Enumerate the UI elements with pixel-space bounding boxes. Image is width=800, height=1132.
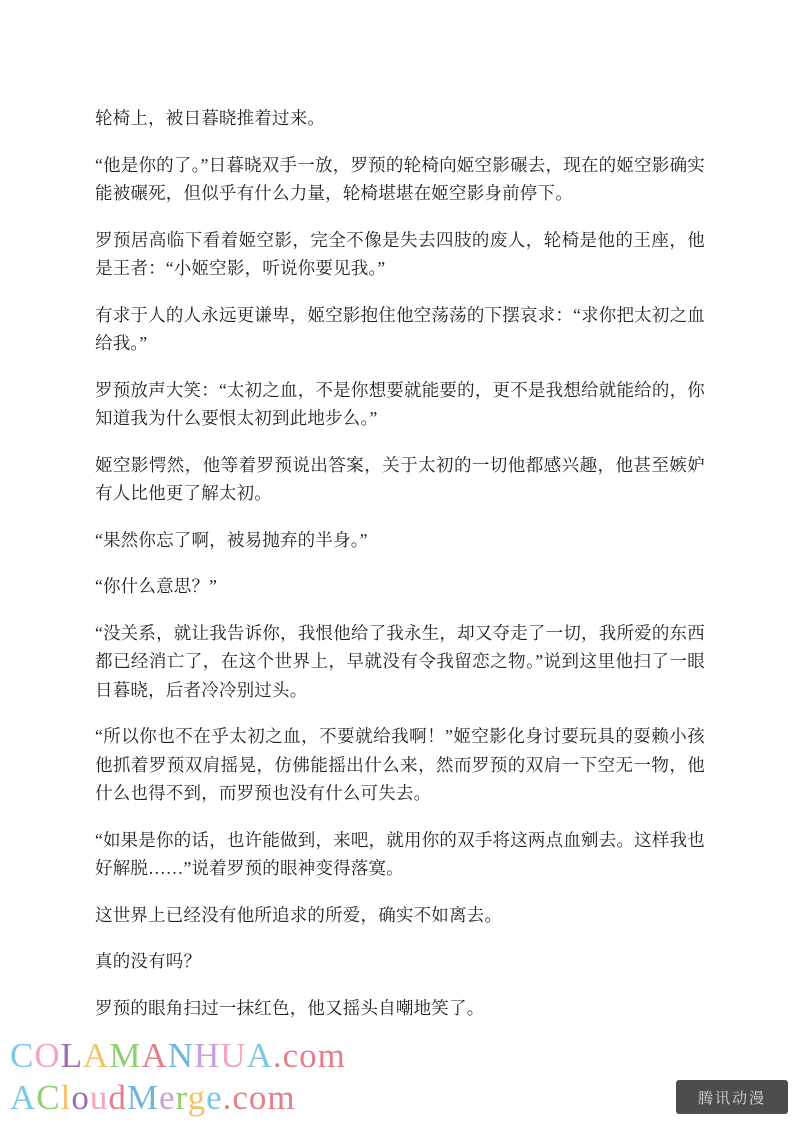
paragraph: 罗预的眼角扫过一抹红色，他又摇头自嘲地笑了。: [95, 997, 485, 1018]
paragraph: 这世界上已经没有他所追求的所爱，确实不如离去。: [95, 904, 503, 925]
site-watermark: [10, 1035, 346, 1118]
paragraph: “他是你的了。”日暮晓双手一放，罗预的轮椅向姬空影碾去，现在的姬空影确实能被碾死，但似乎有什么力量，轮椅堪堪在姬空影身前停下。: [95, 154, 705, 204]
paragraph: 轮椅上，被日暮晓推着过来。: [95, 108, 326, 128]
paragraph: “果然你忘了啊，被易抛弃的半身。”: [95, 529, 368, 550]
paragraph: 有求于人的人永远更谦卑，姬空影抱住他空荡荡的下摆哀求：“求你把太初之血给我。”: [95, 304, 705, 354]
paragraph: “所以你也不在乎太初之血，不要就给我啊！”姬空影化身讨要玩具的耍赖小孩他抓着罗预双肩摇晃，仿佛能摇出什么来，然而罗预的双肩一下空无一物，他什么也得不到，而罗预也没有什么可失去。: [95, 726, 705, 804]
paragraph: 罗预居高临下看着姬空影，完全不像是失去四肢的废人，轮椅是他的王座，他是王者：“小姬空影，听说你要见我。”: [95, 229, 705, 279]
paragraph: “如果是你的话，也许能做到，来吧，就用你的双手将这两点血剜去。这样我也好解脱……”说着罗预的眼神变得落寞。: [95, 829, 705, 879]
paragraph: 姬空影愕然，他等着罗预说出答案，关于太初的一切他都感兴趣，他甚至嫉妒有人比他更了解太初。: [95, 454, 705, 504]
paragraph: “你什么意思？”: [95, 576, 218, 597]
watermark-line-2: ACloudMerge.com: [10, 1077, 296, 1117]
paragraph: 真的没有吗？: [95, 951, 202, 972]
novel-text-body: [95, 104, 705, 1040]
paragraph: 罗预放声大笑：“太初之血，不是你想要就能要的，更不是我想给就能给的，你知道我为什么要恨太初到此地步么。”: [95, 379, 705, 429]
watermark-line-1: COLAMANHUA.com: [10, 1036, 346, 1076]
paragraph: “没关系，就让我告诉你，我恨他给了我永生，却又夺走了一切，我所爱的东西都已经消亡了，在这个世界上，早就没有令我留恋之物。”说到这里他扫了一眼日暮晓，后者冷冷别过头。: [95, 622, 705, 700]
publisher-badge: 腾讯动漫: [676, 1080, 788, 1114]
